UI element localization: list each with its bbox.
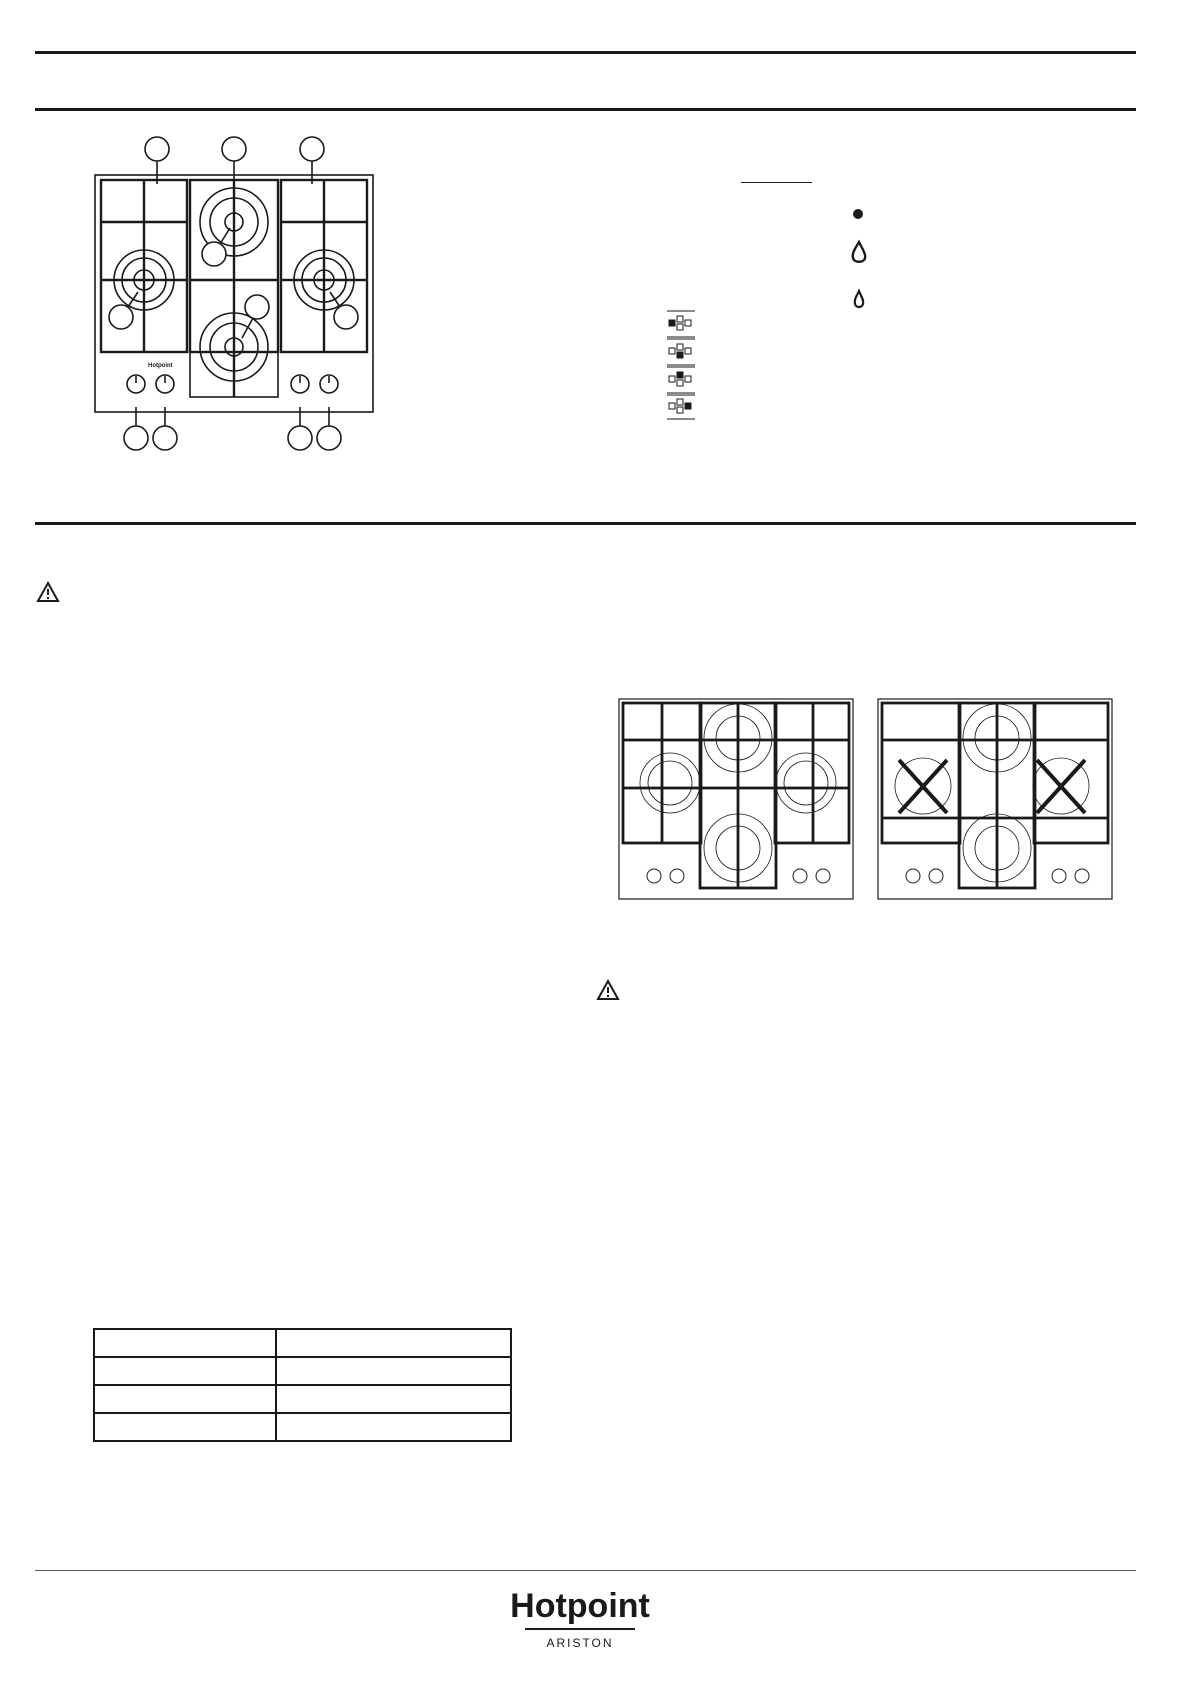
hob-incorrect-placement bbox=[877, 698, 1113, 900]
section-rule bbox=[35, 522, 1136, 525]
hob-correct-placement bbox=[618, 698, 854, 900]
table-row bbox=[94, 1329, 511, 1357]
table-cell bbox=[276, 1357, 511, 1385]
header-rule bbox=[35, 108, 1136, 111]
legend-underline bbox=[741, 182, 812, 183]
table-cell bbox=[276, 1413, 511, 1441]
callout-3 bbox=[300, 137, 324, 161]
warning-icon-2 bbox=[596, 979, 620, 1001]
dot-icon bbox=[851, 207, 865, 221]
table-row bbox=[94, 1413, 511, 1441]
table-row bbox=[94, 1357, 511, 1385]
brand-divider bbox=[525, 1628, 635, 1630]
footer-rule bbox=[35, 1570, 1136, 1571]
small-flame-icon bbox=[852, 289, 866, 311]
large-flame-icon bbox=[850, 240, 868, 266]
brand-plate: Hotpoint bbox=[148, 363, 173, 369]
table-cell bbox=[94, 1385, 276, 1413]
warning-icon bbox=[36, 581, 60, 603]
callout-1 bbox=[145, 137, 169, 161]
brand-logo bbox=[500, 1586, 660, 1650]
brand-subname: ARISTON bbox=[546, 1636, 614, 1650]
table-cell bbox=[94, 1329, 276, 1357]
table-cell bbox=[276, 1385, 511, 1413]
callout-2 bbox=[222, 137, 246, 161]
knob-position-icons bbox=[667, 310, 697, 420]
table-cell bbox=[276, 1329, 511, 1357]
top-rule bbox=[35, 51, 1136, 54]
table-cell bbox=[94, 1357, 276, 1385]
hob-diagram bbox=[90, 132, 390, 452]
brand-name: Hotpoint bbox=[510, 1587, 650, 1625]
table-row bbox=[94, 1385, 511, 1413]
table-cell bbox=[94, 1413, 276, 1441]
spec-table bbox=[93, 1328, 512, 1442]
